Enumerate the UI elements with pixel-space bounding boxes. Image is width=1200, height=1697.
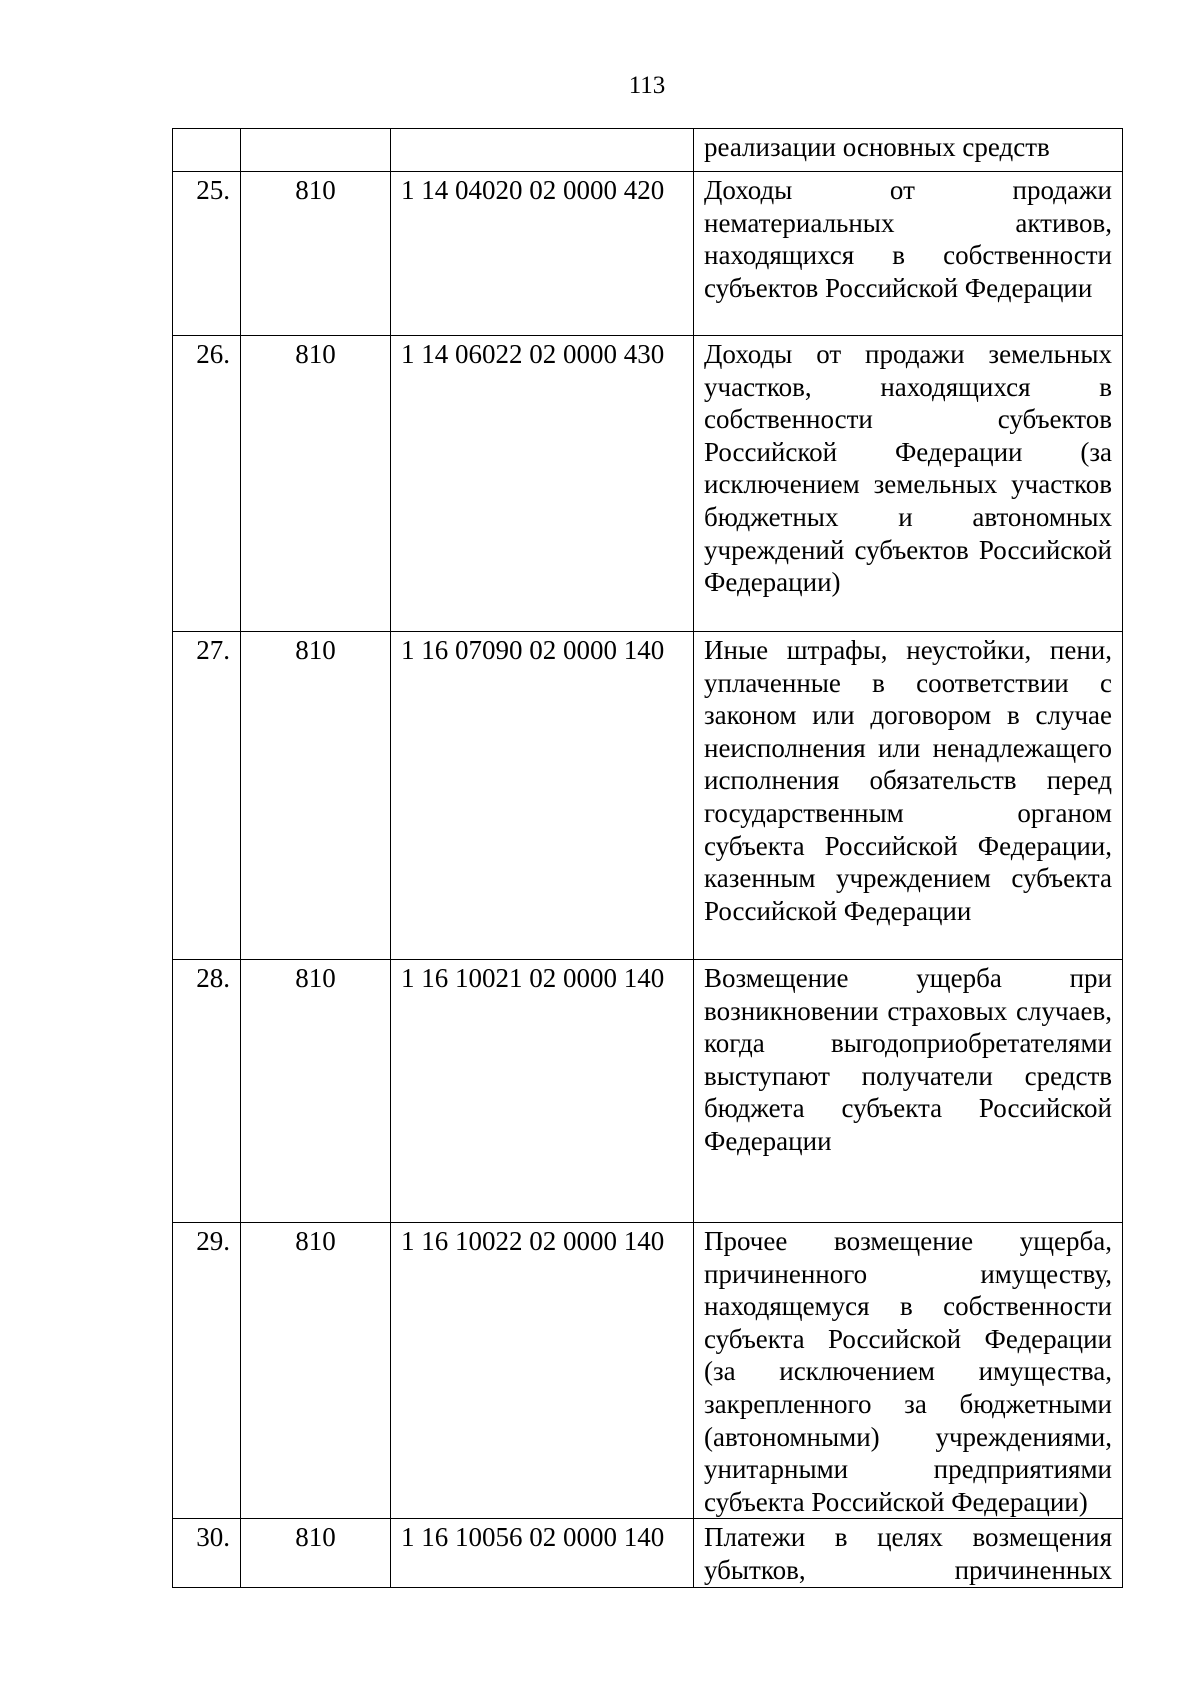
income-name-cell: Иные штрафы, неустойки, пени, уплаченные в соответствии с законом или договором в случае неисполнения или ненадлежащего исполнения обязательств перед государственным органом субъекта Российской Федерации, казенным учреждением субъекта Российской Федерации <box>694 632 1123 960</box>
budget-code-cell: 1 16 07090 02 0000 140 <box>391 632 694 960</box>
income-name-cell: Доходы от продажи нематериальных активов, находящихся в собственности субъектов Российской Федерации <box>694 172 1123 336</box>
income-name-cell: реализации основных средств <box>694 129 1123 172</box>
income-name-cell: Возмещение ущерба при возникновении страховых случаев, когда выгодоприобретателями выступают получатели средств бюджета субъекта Российской Федерации <box>694 960 1123 1223</box>
table-row <box>173 960 1123 1223</box>
budget-code-cell: 1 14 06022 02 0000 430 <box>391 336 694 632</box>
admin-code-cell: 810 <box>241 1519 391 1587</box>
table-row <box>173 632 1123 960</box>
row-number-cell <box>173 129 241 172</box>
table-row <box>173 129 1123 172</box>
admin-code-cell: 810 <box>241 1223 391 1519</box>
budget-code-cell: 1 16 10056 02 0000 140 <box>391 1519 694 1587</box>
income-name-cell: Прочее возмещение ущерба, причиненного имуществу, находящемуся в собственности субъекта Российской Федерации (за исключением имущества, закрепленного за бюджетными (автономными) учреждениями, унитарными предприятиями субъекта Российской Федерации) <box>694 1223 1123 1519</box>
budget-code-cell: 1 16 10021 02 0000 140 <box>391 960 694 1223</box>
table-row <box>173 1223 1123 1519</box>
row-number-cell: 30. <box>173 1519 241 1587</box>
table-row <box>173 1519 1123 1587</box>
income-name-cell: Платежи в целях возмещения убытков, причиненных <box>694 1519 1123 1587</box>
admin-code-cell: 810 <box>241 172 391 336</box>
admin-code-cell: 810 <box>241 632 391 960</box>
row-number-cell: 27. <box>173 632 241 960</box>
admin-code-cell: 810 <box>241 960 391 1223</box>
row-number-cell: 28. <box>173 960 241 1223</box>
row-number-cell: 26. <box>173 336 241 632</box>
budget-code-cell: 1 14 04020 02 0000 420 <box>391 172 694 336</box>
admin-code-cell: 810 <box>241 336 391 632</box>
budget-code-cell <box>391 129 694 172</box>
admin-code-cell <box>241 129 391 172</box>
budget-code-cell: 1 16 10022 02 0000 140 <box>391 1223 694 1519</box>
row-number-cell: 25. <box>173 172 241 336</box>
page-number: 113 <box>628 72 666 99</box>
table-row <box>173 336 1123 632</box>
income-name-cell: Доходы от продажи земельных участков, находящихся в собственности субъектов Российской Федерации (за исключением земельных участков бюджетных и автономных учреждений субъектов Российской Федерации) <box>694 336 1123 632</box>
revenue-codes-table <box>172 128 1123 1588</box>
table-row <box>173 172 1123 336</box>
row-number-cell: 29. <box>173 1223 241 1519</box>
